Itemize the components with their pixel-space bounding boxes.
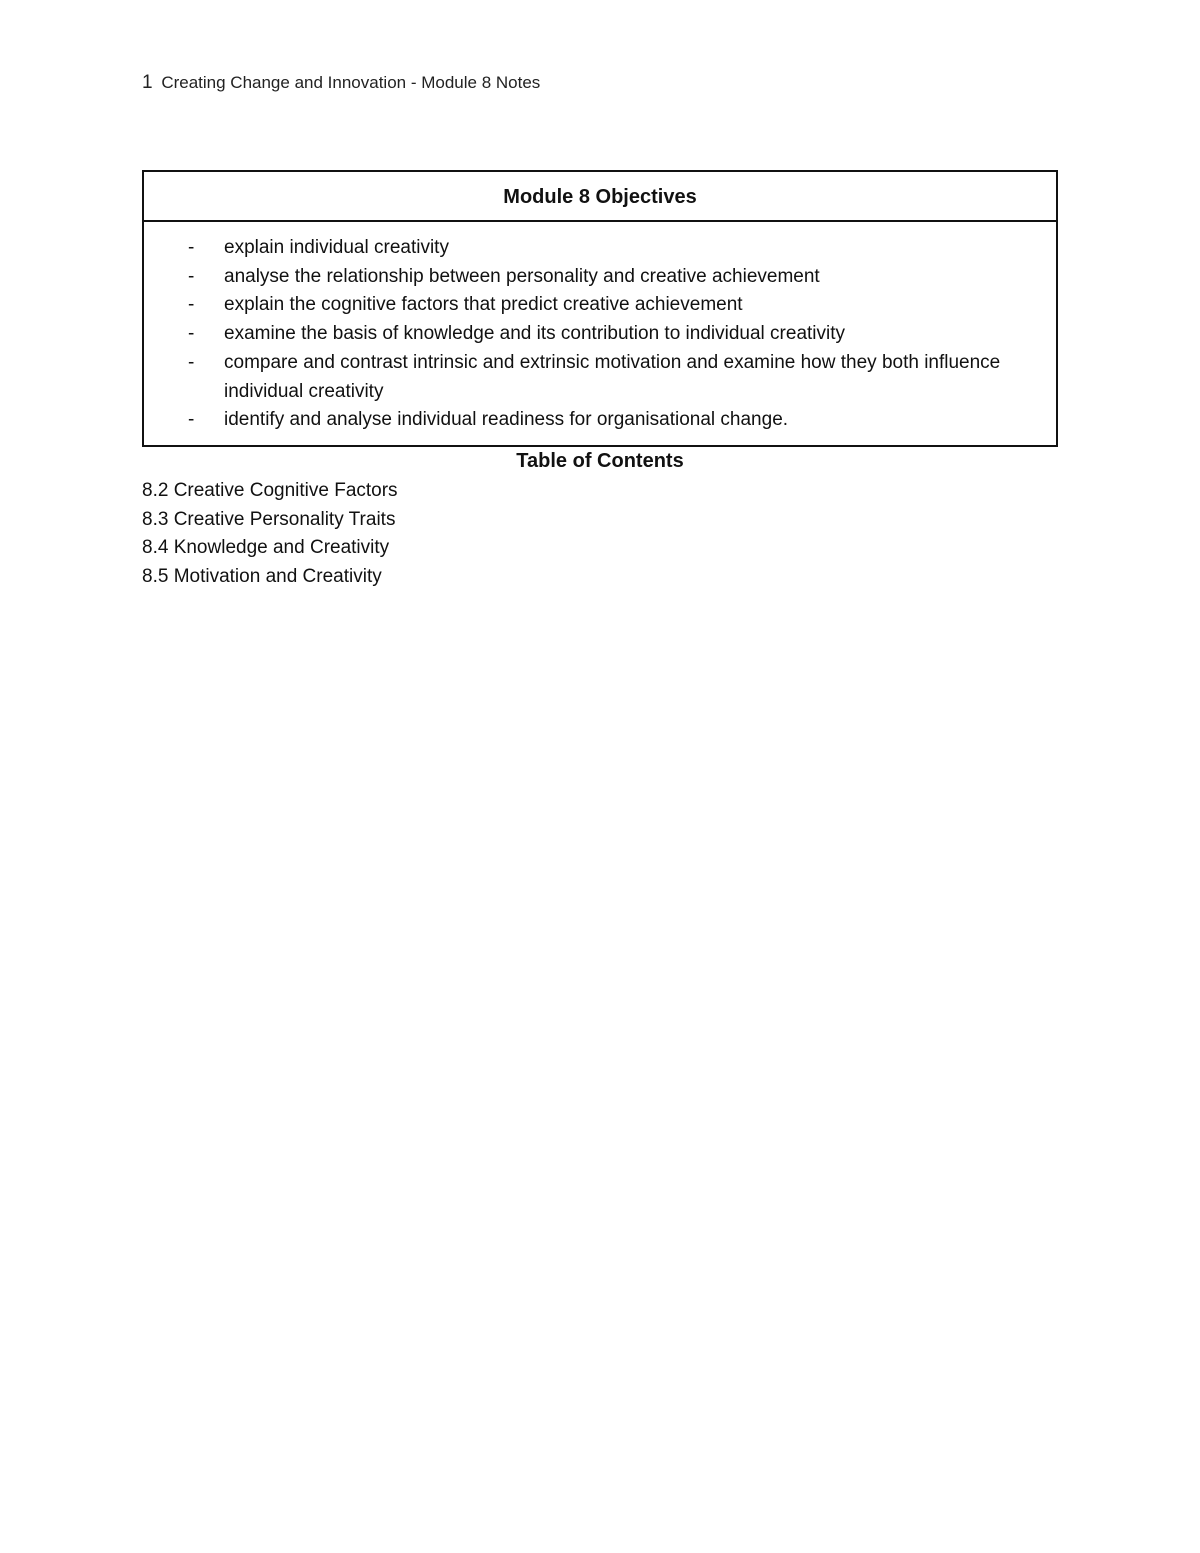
toc-item-knowledge[interactable]: 8.4 Knowledge and Creativity [142,537,390,559]
page-header [142,72,540,94]
objective-item [144,349,1036,406]
objectives-title: Module 8 Objectives [144,172,1056,222]
header-title: Creating Change and Innovation - Module 8 Notes [161,73,541,92]
table-of-contents [142,477,398,592]
bullet-dash: - [188,265,195,287]
objective-text: examine the basis of knowledge and its contribution to individual creativity [224,323,846,345]
toc-item-cognitive-factors[interactable]: 8.2 Creative Cognitive Factors [142,480,398,501]
objective-text: compare and contrast intrinsic and extrinsic motivation and examine how they both influence individual creativity [224,351,1001,402]
bullet-dash: - [188,409,195,431]
objective-text: explain individual creativity [224,237,449,258]
objectives-list [144,222,1056,445]
objective-item [144,406,1036,435]
objective-item [144,234,1036,263]
page-number: 1 [142,72,153,93]
toc-title: Table of Contents [516,450,684,472]
bullet-dash: - [188,237,195,258]
objective-item [144,320,1036,349]
toc-item-personality-traits[interactable]: 8.3 Creative Personality Traits [142,508,396,530]
objective-item [144,263,1036,292]
objective-item [144,291,1036,320]
toc-item-motivation[interactable]: 8.5 Motivation and Creativity [142,566,382,588]
bullet-dash: - [188,351,195,373]
bullet-dash: - [188,294,195,316]
objectives-box [142,170,1058,447]
bullet-dash: - [188,323,195,345]
objective-text: analyse the relationship between personality and creative achievement [224,265,820,287]
objective-text: explain the cognitive factors that predict creative achievement [224,294,743,316]
objective-text: identify and analyse individual readiness for organisational change. [224,409,789,431]
